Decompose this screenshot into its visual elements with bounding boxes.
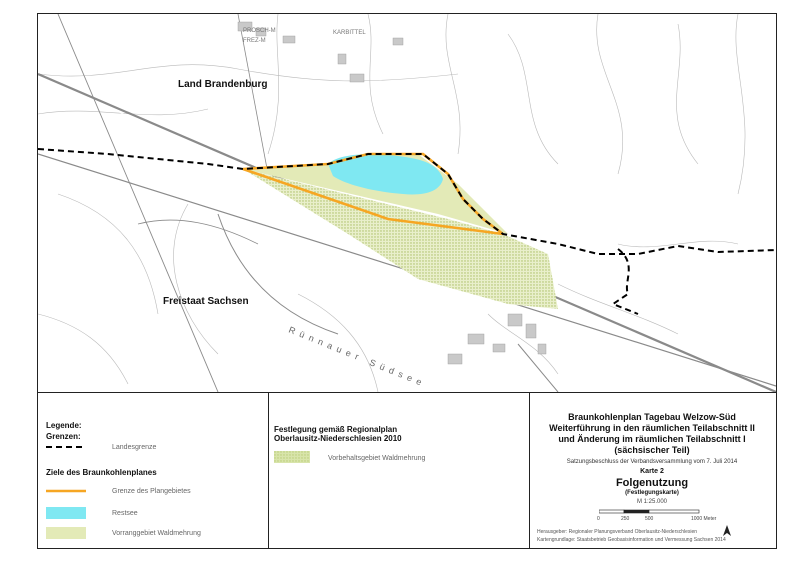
- legend-regional-item-label: Vorbehaltsgebiet Waldmehrung: [328, 455, 426, 462]
- legend-lake-label: Restsee: [112, 510, 138, 517]
- map-area: [38, 14, 776, 392]
- subject-subtitle: (Festlegungskarte): [625, 490, 679, 496]
- label-place-2: FREZ-M: [243, 38, 266, 44]
- map-number: Karte 2: [640, 468, 664, 475]
- title-line-3: und Änderung im räumlichen Teilabschnitt I: [558, 434, 746, 444]
- label-brandenburg: Land Brandenburg: [178, 79, 268, 90]
- forest-reserve-swatch: [274, 451, 310, 463]
- label-river: Rünnauer Südsee: [287, 324, 428, 390]
- label-place-1: PROSCH-M: [243, 28, 276, 34]
- title-block: [529, 393, 775, 549]
- plan-boundary-swatch: [46, 488, 86, 494]
- legend-regional-heading-1: Festlegung gemäß Regionalplan: [274, 425, 398, 434]
- publisher-text: Herausgeber: Regionaler Planungsverband Oberlausitz-Niederschlesien: [537, 529, 698, 535]
- title-line-2: Weiterführung in den räumlichen Teilabschnitt II: [549, 423, 755, 433]
- map-canvas: [38, 14, 776, 392]
- label-place-3: KARBITTEL: [333, 30, 366, 36]
- forest-priority-swatch: [46, 527, 86, 539]
- title-line-1: Braunkohlenplan Tagebau Welzow-Süd: [568, 412, 736, 422]
- scale-tick-1: 250: [621, 516, 630, 522]
- legend-divider-1: [268, 393, 269, 548]
- map-sheet: [37, 13, 777, 549]
- legend-panel: [38, 392, 776, 548]
- legend-borders-heading: Grenzen:: [46, 432, 81, 441]
- scale-tick-2: 500: [645, 516, 654, 522]
- legend-heading: Legende:: [46, 421, 82, 430]
- legend-border-label: Landesgrenze: [112, 444, 157, 451]
- legend-plan-boundary-label: Grenze des Plangebietes: [112, 488, 191, 495]
- lake-swatch: [46, 507, 86, 519]
- scale-bar: [599, 508, 709, 516]
- legend-forest-label: Vorranggebiet Waldmehrung: [112, 530, 201, 537]
- scale-tick-0: 0: [597, 516, 600, 522]
- label-sachsen: Freistaat Sachsen: [163, 296, 249, 307]
- scale-text: M 1:25.000: [636, 499, 668, 505]
- subject-title: Folgenutzung: [615, 477, 689, 489]
- decision-text: Satzungsbeschluss der Verbandsversammlung vom 7. Juli 2014: [566, 459, 738, 465]
- basis-text: Kartengrundlage: Staatsbetrieb Geobasisinformation und Vermessung Sachsen 2014: [537, 537, 726, 543]
- title-line-4: (sächsischer Teil): [614, 445, 690, 455]
- legend-regional-heading-2: Oberlausitz-Niederschlesien 2010: [274, 434, 402, 443]
- border-line-swatch: [46, 444, 86, 450]
- scale-tick-3: 1000 Meter: [691, 516, 717, 522]
- legend-goals-heading: Ziele des Braunkohlenplanes: [46, 468, 157, 477]
